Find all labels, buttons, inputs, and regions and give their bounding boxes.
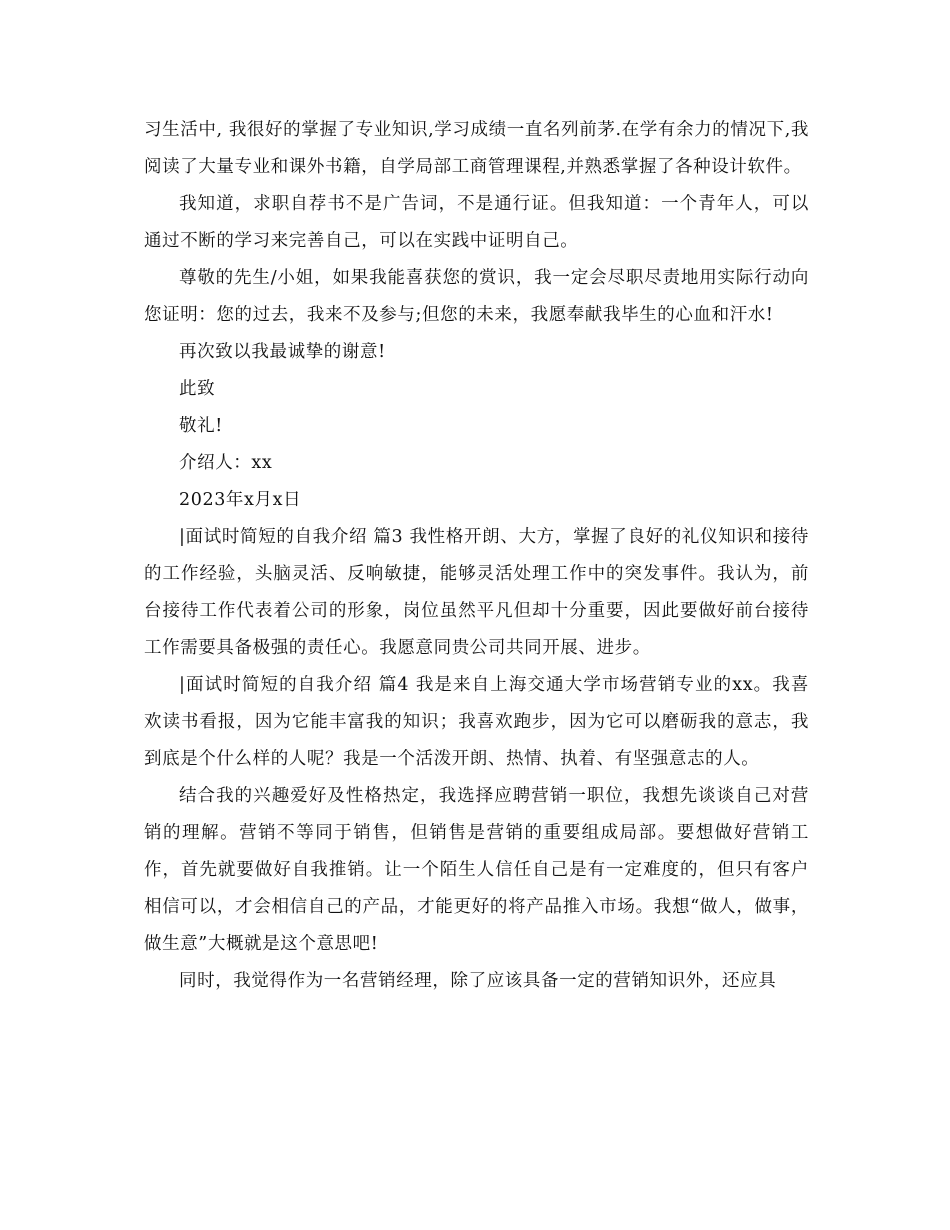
- paragraph-self-improvement: 我知道，求职自荐书不是广告词，不是通行证。但我知道：一个青年人，可以通过不断的学习来完善自己，可以在实践中证明自己。: [144, 194, 809, 251]
- paragraph-section-3: |面试时简短的自我介绍 篇3 我性格开朗、大方，掌握了良好的礼仪知识和接待的工作经验，头脑灵活、反响敏捷，能够灵活处理工作中的突发事件。我认为，前台接待工作代表着公司的形象，岗位虽然平凡但却十分重要，因此要做好前台接待工作需要具备极强的责任心。我愿意同贵公司共同开展、进步。: [144, 527, 809, 658]
- paragraph-manager-skills: 同时，我觉得作为一名营销经理，除了应该具备一定的营销知识外，还应具: [179, 971, 777, 991]
- paragraph-regards: 敬礼!: [179, 416, 223, 436]
- paragraph-signature: 介绍人：xx: [179, 453, 273, 473]
- paragraph-date: 2023年x月x日: [179, 490, 302, 510]
- paragraph-study: 习生活中, 我很好的掌握了专业知识,学习成绩一直名列前茅.在学有余力的情况下,我阅读了大量专业和课外书籍，自学局部工商管理课程,并熟悉掌握了各种设计软件。: [144, 120, 809, 177]
- document-body: [144, 112, 809, 1000]
- paragraph-salutation: 此致: [179, 379, 216, 399]
- paragraph-thanks: 再次致以我最诚挚的谢意!: [179, 342, 386, 362]
- paragraph-appeal: 尊敬的先生/小姐，如果我能喜获您的赏识，我一定会尽职尽责地用实际行动向您证明：您的过去，我来不及参与;但您的未来，我愿奉献我毕生的心血和汗水!: [144, 268, 809, 325]
- paragraph-marketing-view: 结合我的兴趣爱好及性格热定，我选择应聘营销一职位，我想先谈谈自己对营销的理解。营销不等同于销售，但销售是营销的重要组成局部。要想做好营销工作，首先就要做好自我推销。让一个陌生人信任自己是有一定难度的，但只有客户相信可以，才会相信自己的产品，才能更好的将产品推入市场。我想“做人，做事，做生意”大概就是这个意思吧!: [144, 786, 809, 954]
- paragraph-section-4: |面试时简短的自我介绍 篇4 我是来自上海交通大学市场营销专业的xx。我喜欢读书看报，因为它能丰富我的知识；我喜欢跑步，因为它可以磨砺我的意志，我到底是个什么样的人呢？我是一个活泼开朗、热情、执着、有坚强意志的人。: [144, 675, 809, 769]
